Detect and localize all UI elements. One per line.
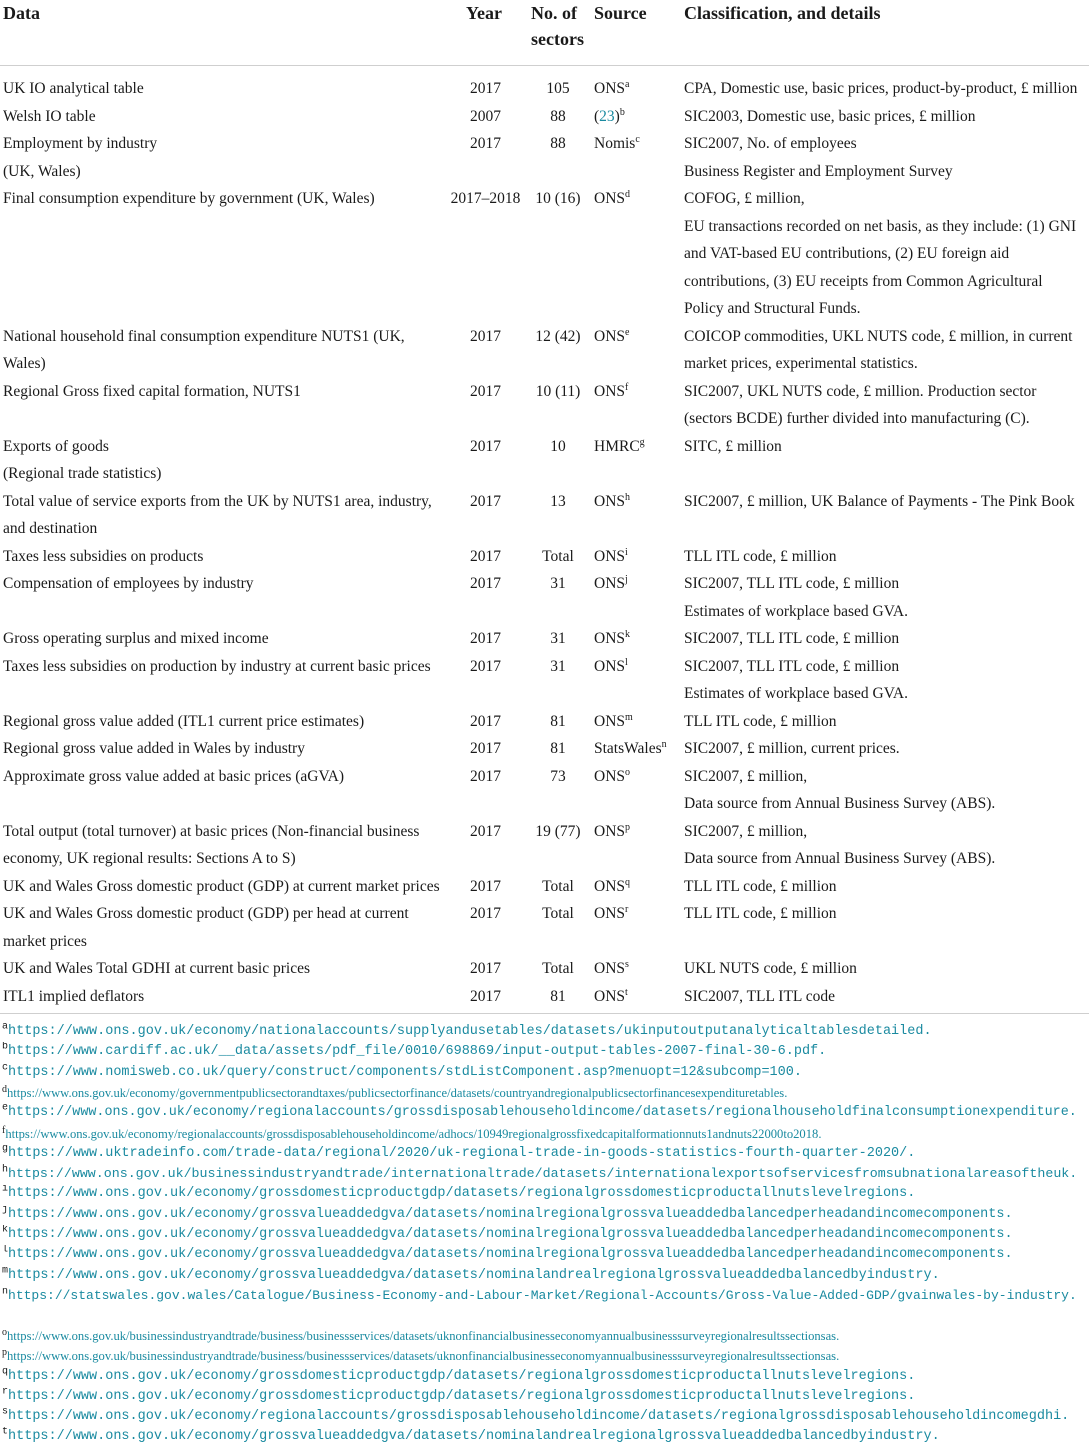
cell-year: 2017 — [470, 822, 501, 840]
footnote-link[interactable]: https://www.ons.gov.uk/economy/nationalaccounts/supplyandusetables/datasets/ukinputoutputanalyticaltablesdetailed. — [8, 1024, 932, 1039]
cell-source — [594, 378, 684, 406]
cell-source — [594, 75, 684, 103]
cell-classification-line: TLL ITL code, £ million — [684, 712, 837, 730]
footnote-letter: s — [2, 1407, 9, 1418]
cell-sectors: 81 — [550, 740, 566, 757]
footnote-item — [2, 1083, 1087, 1103]
table-row — [0, 378, 1089, 433]
footnote-letter: d — [2, 1083, 7, 1095]
cell-classification-line: TLL ITL code, £ million — [684, 877, 837, 895]
cell-source — [594, 653, 684, 681]
footnote-link[interactable]: https://www.ons.gov.uk/businessindustryandtrade/internationaltrade/datasets/internationalexportsofservicesfromsubnationalareasoftheuk. — [8, 1166, 1078, 1182]
header-classification: Classification, and details — [684, 3, 881, 23]
cell-data — [3, 900, 448, 955]
source-name: ONS — [594, 190, 626, 207]
cell-classification-line: contributions, (3) EU receipts from Common Agricultural — [684, 272, 1043, 290]
footnote-marker: q — [625, 876, 631, 888]
source-name: HMRC — [594, 437, 640, 455]
cell-data — [3, 378, 448, 406]
cell-sectors: 31 — [550, 575, 566, 592]
cell-data-line: Regional Gross fixed capital formation, NUTS1 — [3, 382, 301, 400]
cell-data-line: (UK, Wales) — [3, 162, 81, 180]
cell-year: 2017 — [470, 657, 501, 675]
cell-classification-line: TLL ITL code, £ million — [684, 547, 837, 565]
footnote-marker: o — [625, 766, 631, 778]
footnote-link[interactable]: https://www.ons.gov.uk/economy/grossvalueaddedgva/datasets/nominalregionalgrossvalueaddedbalancedperheadandincomecomponents. — [8, 1247, 1013, 1263]
footnote-marker: l — [625, 656, 628, 668]
table-row — [0, 570, 1089, 625]
table-row — [0, 873, 1089, 901]
cell-sectors: 88 — [550, 107, 566, 125]
cell-data — [3, 625, 448, 653]
cell-classification — [684, 763, 1086, 818]
cell-sectors: Total — [542, 547, 574, 565]
cell-data — [3, 818, 448, 873]
footnote-link[interactable]: https://statswales.gov.wales/Catalogue/Business-Economy-and-Labour-Market/Regional-Accounts/Gross-Value-Added-GDP/gvainwales-by-industry. — [8, 1287, 1077, 1303]
footnote-letter: r — [2, 1386, 9, 1398]
footnote-letter: m — [2, 1265, 9, 1277]
cell-source — [594, 488, 684, 516]
footnote-item — [2, 1184, 1087, 1204]
footnote-marker: f — [625, 381, 629, 393]
footnote-item — [2, 1144, 1087, 1164]
footnote-marker: j — [625, 573, 628, 585]
cell-data — [3, 873, 448, 901]
cell-data — [3, 433, 448, 488]
source-name: ONS — [594, 80, 626, 97]
footnote-letter: b — [2, 1042, 9, 1053]
cell-classification — [684, 570, 1086, 625]
cell-classification-line: market prices, experimental statistics. — [684, 355, 918, 372]
cell-classification-line: TLL ITL code, £ million — [684, 905, 837, 922]
footnote-marker: n — [661, 738, 667, 750]
cell-source — [594, 130, 684, 158]
cell-year: 2017 — [470, 767, 501, 785]
cell-data-line: Exports of goods — [3, 437, 109, 455]
footnote-letter: p — [2, 1347, 7, 1358]
cell-year: 2017 — [470, 437, 501, 455]
source-name: ONS — [594, 712, 626, 730]
cell-data-line: Total output (total turnover) at basic prices (Non-financial business — [3, 822, 420, 840]
cell-year: 2017 — [470, 327, 501, 345]
cell-classification — [684, 75, 1086, 103]
footnote-item — [2, 1124, 1087, 1144]
footnote-letter: k — [2, 1225, 9, 1236]
cell-classification — [684, 488, 1086, 516]
source-name: ONS — [594, 547, 626, 565]
cell-classification-line: Business Register and Employment Survey — [684, 162, 953, 180]
reference-link[interactable]: 23 — [599, 107, 615, 125]
cell-sectors: 31 — [550, 630, 566, 647]
cell-classification-line: SITC, £ million — [684, 437, 782, 455]
cell-classification-line: SIC2003, Domestic use, basic prices, £ million — [684, 107, 976, 125]
source-name: ONS — [594, 877, 626, 895]
footnote-marker: r — [625, 903, 629, 915]
cell-data-line: Employment by industry — [3, 135, 158, 152]
footnote-link[interactable]: https://www.ons.gov.uk/economy/regionalaccounts/grossdisposablehouseholdincome/adhocs/10949regionalgrossfixedcapitalformationnuts1andnuts22000to2018. — [5, 1126, 822, 1141]
cell-data-line: Regional gross value added (ITL1 current price estimates) — [3, 712, 365, 730]
footnote-link[interactable]: https://www.uktradeinfo.com/trade-data/regional/2020/uk-regional-trade-in-goods-statistics-fourth-quarter-2020/. — [8, 1145, 916, 1161]
cell-data-line: Approximate gross value added at basic prices (aGVA) — [3, 767, 345, 785]
cell-classification-line: SIC2007, TLL ITL code, £ million — [684, 575, 900, 592]
cell-sectors: Total — [542, 877, 574, 895]
cell-classification — [684, 625, 1086, 653]
cell-classification-line: EU transactions recorded on net basis, as they include: (1) GNI — [684, 217, 1077, 235]
table-row — [0, 763, 1089, 818]
source-name: StatsWales — [594, 740, 662, 757]
cell-classification — [684, 378, 1086, 433]
cell-year: 2017 — [470, 382, 501, 400]
footnote-marker: b — [619, 106, 625, 118]
footnote-letter: n — [2, 1286, 9, 1298]
cell-data-line: Compensation of employees by industry — [3, 575, 254, 592]
table-row — [0, 130, 1089, 185]
cell-source — [594, 543, 684, 571]
cell-data — [3, 735, 448, 763]
cell-classification-line: COFOG, £ million, — [684, 190, 805, 207]
cell-year: 2017 — [470, 80, 501, 97]
cell-year: 2017 — [470, 135, 501, 152]
cell-source — [594, 900, 684, 928]
header-source: Source — [594, 3, 647, 23]
cell-classification-line: (sectors BCDE) further divided into manufacturing (C). — [684, 410, 1030, 427]
footnote-link[interactable]: https://www.ons.gov.uk/economy/regionalaccounts/grossdisposablehouseholdincome/datasets/regionalhouseholdfinalconsumptionexpenditure. — [8, 1105, 1077, 1121]
source-open-paren: ( — [594, 107, 600, 125]
cell-year: 2017 — [470, 740, 501, 757]
footnote-item — [2, 1205, 1087, 1225]
footnote-item — [2, 1266, 1087, 1286]
cell-data — [3, 763, 448, 791]
cell-classification — [684, 818, 1086, 873]
header-data: Data — [3, 3, 40, 23]
cell-sectors: Total — [542, 905, 574, 922]
footnote-item — [2, 1387, 1087, 1407]
cell-source — [594, 185, 684, 213]
cell-data-line: Taxes less subsidies on products — [3, 547, 204, 565]
cell-classification-line: CPA, Domestic use, basic prices, product-by-product, £ million — [684, 80, 1078, 97]
cell-data-line: economy, UK regional results: Sections A to S) — [3, 850, 296, 867]
cell-data — [3, 488, 448, 543]
cell-source — [594, 570, 684, 598]
cell-classification-line: SIC2007, £ million, current prices. — [684, 740, 900, 757]
footnote-link[interactable]: https://www.ons.gov.uk/economy/grossvalueaddedgva/datasets/nominalregionalgrossvalueaddedbalancedperheadandincomecomponents. — [8, 1227, 1013, 1242]
header-divider — [0, 65, 1089, 66]
table-row — [0, 653, 1089, 708]
cell-sectors: 31 — [550, 657, 566, 675]
footnote-marker: h — [625, 491, 631, 503]
footnote-item — [2, 1367, 1087, 1387]
cell-source — [594, 873, 684, 901]
cell-year: 2017 — [470, 547, 501, 565]
source-name: ONS — [594, 492, 626, 510]
table-row — [0, 818, 1089, 873]
cell-classification-line: and VAT-based EU contributions, (2) EU foreign aid — [684, 245, 1010, 262]
cell-year: 2017 — [470, 960, 501, 977]
cell-year: 2017 — [470, 877, 501, 895]
footnote-marker: c — [635, 133, 640, 145]
cell-classification-line: SIC2007, £ million, — [684, 767, 808, 785]
cell-data-line: UK and Wales Gross domestic product (GDP) per head at current — [3, 905, 409, 922]
footnote-marker: e — [625, 326, 630, 338]
cell-sectors: 73 — [550, 767, 566, 785]
footnote-link[interactable]: https://www.cardiff.ac.uk/__data/assets/pdf_file/0010/698869/input-output-tables-2007-final-30-6.pdf. — [8, 1044, 827, 1060]
cell-year: 2017 — [470, 905, 501, 922]
cell-classification-line: COICOP commodities, UKL NUTS code, £ million, in current — [684, 327, 1073, 345]
cell-classification-line: SIC2007, No. of employees — [684, 135, 857, 152]
footnote-link[interactable]: https://www.ons.gov.uk/economy/grossdomesticproductgdp/datasets/regionalgrossdomesticproductallnutslevelregions. — [8, 1186, 916, 1202]
cell-classification — [684, 323, 1086, 378]
cell-source — [594, 708, 684, 736]
cell-classification — [684, 653, 1086, 708]
cell-year: 2007 — [470, 107, 501, 125]
header-sectors-line2: sectors — [531, 29, 584, 49]
cell-classification — [684, 103, 1086, 131]
cell-sectors: 81 — [550, 712, 566, 730]
footnote-item — [2, 1022, 1087, 1042]
cell-sectors: 105 — [546, 80, 570, 97]
cell-data — [3, 653, 448, 681]
footnote-marker: m — [625, 711, 633, 723]
cell-source — [594, 433, 684, 461]
header-sectors — [531, 0, 584, 52]
cell-source — [594, 625, 684, 653]
footnote-link[interactable]: https://www.ons.gov.uk/economy/grossdomesticproductgdp/datasets/regionalgrossdomesticproductallnutslevelregions. — [8, 1388, 916, 1404]
table-row — [0, 955, 1089, 983]
cell-classification-line: SIC2007, TLL ITL code — [684, 987, 835, 1005]
cell-classification — [684, 543, 1086, 571]
footnote-link[interactable]: https://www.ons.gov.uk/economy/grossvalueaddedgva/datasets/nominalandrealregionalgrossvalueaddedbalancedbyindustry. — [8, 1267, 940, 1283]
footnote-letter: f — [2, 1124, 6, 1136]
footnote-link[interactable]: https://www.ons.gov.uk/economy/grossdomesticproductgdp/datasets/regionalgrossdomesticproductallnutslevelregions. — [8, 1368, 916, 1384]
cell-source — [594, 763, 684, 791]
footnote-marker: g — [639, 436, 645, 448]
cell-classification-line: SIC2007, TLL ITL code, £ million — [684, 657, 900, 675]
cell-data-line: UK and Wales Total GDHI at current basic prices — [3, 960, 310, 977]
cell-classification-line: Data source from Annual Business Survey (ABS). — [684, 850, 996, 867]
footnote-link[interactable]: https://www.ons.gov.uk/businessindustryandtrade/business/businessservices/datasets/uknonfinancialbusinesseconomyannualbusinesssurveyregionalresultssectionsas. — [7, 1328, 840, 1343]
cell-data-line: and destination — [3, 520, 98, 537]
table-row — [0, 735, 1089, 763]
cell-data — [3, 185, 448, 213]
cell-data-line: Taxes less subsidies on production by industry at current basic prices — [3, 657, 431, 675]
cell-sectors: 13 — [550, 492, 566, 510]
footnote-letter: i — [2, 1184, 9, 1195]
cell-classification — [684, 433, 1086, 461]
footnote-marker: t — [625, 986, 628, 998]
footnote-marker: d — [625, 188, 631, 200]
source-name: ONS — [594, 905, 626, 922]
cell-sectors: 81 — [550, 987, 566, 1005]
table-row — [0, 708, 1089, 736]
cell-data-line: National household final consumption expenditure NUTS1 (UK, — [3, 327, 405, 345]
footnote-link[interactable]: https://www.ons.gov.uk/economy/governmentpublicsectorandtaxes/publicsectorfinance/datasets/countryandregionalpublicsectorfinancesexpendituretables. — [7, 1085, 788, 1100]
cell-source — [594, 103, 684, 131]
table-row — [0, 323, 1089, 378]
footnote-marker: i — [625, 546, 628, 558]
footnote-item — [2, 1427, 1087, 1447]
footnote-letter: g — [2, 1143, 9, 1155]
cell-source — [594, 983, 684, 1011]
table-row — [0, 625, 1089, 653]
cell-year: 2017 — [470, 492, 501, 510]
cell-year: 2017 — [470, 987, 501, 1005]
source-name: ONS — [594, 327, 626, 345]
source-name: ONS — [594, 382, 626, 400]
footnote-item — [2, 1063, 1087, 1083]
cell-classification — [684, 983, 1086, 1011]
footnote-link[interactable]: https://www.ons.gov.uk/economy/regionalaccounts/grossdisposablehouseholdincome/datasets/regionalgrossdisposablehouseholdincomegdhi. — [8, 1409, 1070, 1425]
footnote-link[interactable]: https://www.ons.gov.uk/businessindustryandtrade/business/businessservices/datasets/uknonfinancialbusinesseconomyannualbusinesssurveyregionalresultssectionsas. — [7, 1349, 840, 1364]
footnote-link[interactable]: https://www.ons.gov.uk/economy/grossvalueaddedgva/datasets/nominalandrealregionalgrossvalueaddedbalancedbyindustry. — [8, 1429, 940, 1445]
cell-data-line: (Regional trade statistics) — [3, 465, 162, 482]
footnote-letter: t — [2, 1427, 9, 1438]
footnote-letter: c — [2, 1062, 9, 1074]
source-name: Nomis — [594, 135, 636, 152]
cell-data-line: Final consumption expenditure by government (UK, Wales) — [3, 190, 375, 207]
footnote-marker: k — [625, 628, 631, 640]
footnote-item — [2, 1042, 1087, 1062]
footnote-item — [2, 1245, 1087, 1265]
cell-classification — [684, 130, 1086, 185]
cell-sectors: 10 (16) — [535, 190, 581, 207]
table-row — [0, 185, 1089, 323]
cell-year: 2017–2018 — [450, 190, 521, 207]
cell-classification-line: SIC2007, £ million, UK Balance of Payments - The Pink Book — [684, 492, 1075, 510]
cell-sectors: 10 — [550, 437, 566, 455]
cell-source — [594, 955, 684, 983]
cell-classification-line: Estimates of workplace based GVA. — [684, 685, 908, 702]
cell-classification — [684, 955, 1086, 983]
footnote-marker: p — [625, 821, 631, 833]
source-name: ONS — [594, 657, 626, 675]
cell-data-line: Wales) — [3, 355, 46, 372]
cell-data-line: Welsh IO table — [3, 107, 96, 125]
cell-data — [3, 708, 448, 736]
cell-classification-line: Estimates of workplace based GVA. — [684, 602, 908, 620]
cell-year: 2017 — [470, 575, 501, 592]
table-row — [0, 103, 1089, 131]
cell-sectors: 12 (42) — [535, 327, 581, 345]
footnote-item — [2, 1326, 1087, 1346]
cell-source — [594, 818, 684, 846]
cell-data — [3, 543, 448, 571]
cell-data — [3, 955, 448, 983]
table-bottom-divider — [0, 1013, 1089, 1014]
table-row — [0, 983, 1089, 1011]
cell-classification-line: UKL NUTS code, £ million — [684, 960, 857, 977]
cell-data-line: Regional gross value added in Wales by industry — [3, 740, 305, 757]
cell-sectors: 10 (11) — [535, 382, 581, 400]
cell-source — [594, 735, 684, 763]
cell-data — [3, 103, 448, 131]
cell-data-line: Gross operating surplus and mixed income — [3, 630, 269, 647]
cell-classification — [684, 708, 1086, 736]
cell-data — [3, 983, 448, 1011]
cell-data-line: Total value of service exports from the UK by NUTS1 area, industry, — [3, 492, 432, 510]
cell-sectors: 19 (77) — [535, 822, 581, 840]
cell-data-line: UK IO analytical table — [3, 80, 144, 97]
cell-data — [3, 75, 448, 103]
cell-data-line: UK and Wales Gross domestic product (GDP) at current market prices — [3, 877, 440, 895]
footnote-letter: l — [2, 1245, 9, 1256]
footnote-link[interactable]: https://www.ons.gov.uk/economy/grossvalueaddedgva/datasets/nominalregionalgrossvalueaddedbalancedperheadandincomecomponents. — [8, 1206, 1013, 1222]
cell-classification-line: Policy and Structural Funds. — [684, 300, 861, 317]
cell-classification-line: SIC2007, £ million, — [684, 822, 808, 840]
source-name: ONS — [594, 767, 626, 785]
footnote-item — [2, 1103, 1087, 1123]
table-row — [0, 433, 1089, 488]
footnote-item — [2, 1286, 1087, 1306]
source-name: ) — [614, 107, 620, 125]
cell-classification-line: SIC2007, TLL ITL code, £ million — [684, 630, 900, 647]
cell-data — [3, 323, 448, 378]
source-name: ONS — [594, 987, 626, 1005]
footnote-item — [2, 1346, 1087, 1366]
cell-year: 2017 — [470, 630, 501, 647]
table-row — [0, 75, 1089, 103]
table-row — [0, 543, 1089, 571]
cell-data — [3, 570, 448, 598]
cell-data-line: market prices — [3, 932, 87, 950]
cell-data — [3, 130, 448, 185]
footnote-item — [2, 1225, 1087, 1245]
footnote-letter: j — [2, 1204, 9, 1216]
header-sectors-line1: No. of — [531, 3, 577, 23]
source-name: ONS — [594, 960, 626, 977]
table-row — [0, 900, 1089, 955]
footnote-letter: q — [2, 1366, 9, 1377]
cell-classification — [684, 873, 1086, 901]
footnote-item — [2, 1407, 1087, 1427]
footnote-letter: e — [2, 1103, 9, 1114]
cell-sectors: Total — [542, 960, 574, 977]
header-year: Year — [466, 3, 502, 23]
cell-sectors: 88 — [550, 135, 566, 152]
cell-classification — [684, 185, 1086, 323]
footnote-letter: a — [2, 1022, 9, 1033]
cell-classification — [684, 735, 1086, 763]
footnote-link[interactable]: https://www.nomisweb.co.uk/query/construct/components/stdListComponent.asp?menuopt=12&subcomp=100. — [8, 1064, 802, 1080]
table-row — [0, 488, 1089, 543]
cell-source — [594, 323, 684, 351]
footnote-letter: o — [2, 1326, 7, 1338]
cell-data-line: ITL1 implied deflators — [3, 987, 145, 1005]
cell-classification-line: SIC2007, UKL NUTS code, £ million. Production sector — [684, 382, 1037, 400]
footnote-item — [2, 1164, 1087, 1184]
footnote-marker: s — [625, 958, 629, 970]
cell-classification — [684, 900, 1086, 928]
cell-classification-line: Data source from Annual Business Survey (ABS). — [684, 795, 996, 812]
footnote-letter: h — [2, 1164, 9, 1176]
source-name: ONS — [594, 575, 626, 592]
source-name: ONS — [594, 822, 626, 840]
cell-year: 2017 — [470, 712, 501, 730]
source-name: ONS — [594, 630, 626, 647]
footnote-marker: a — [625, 78, 630, 90]
